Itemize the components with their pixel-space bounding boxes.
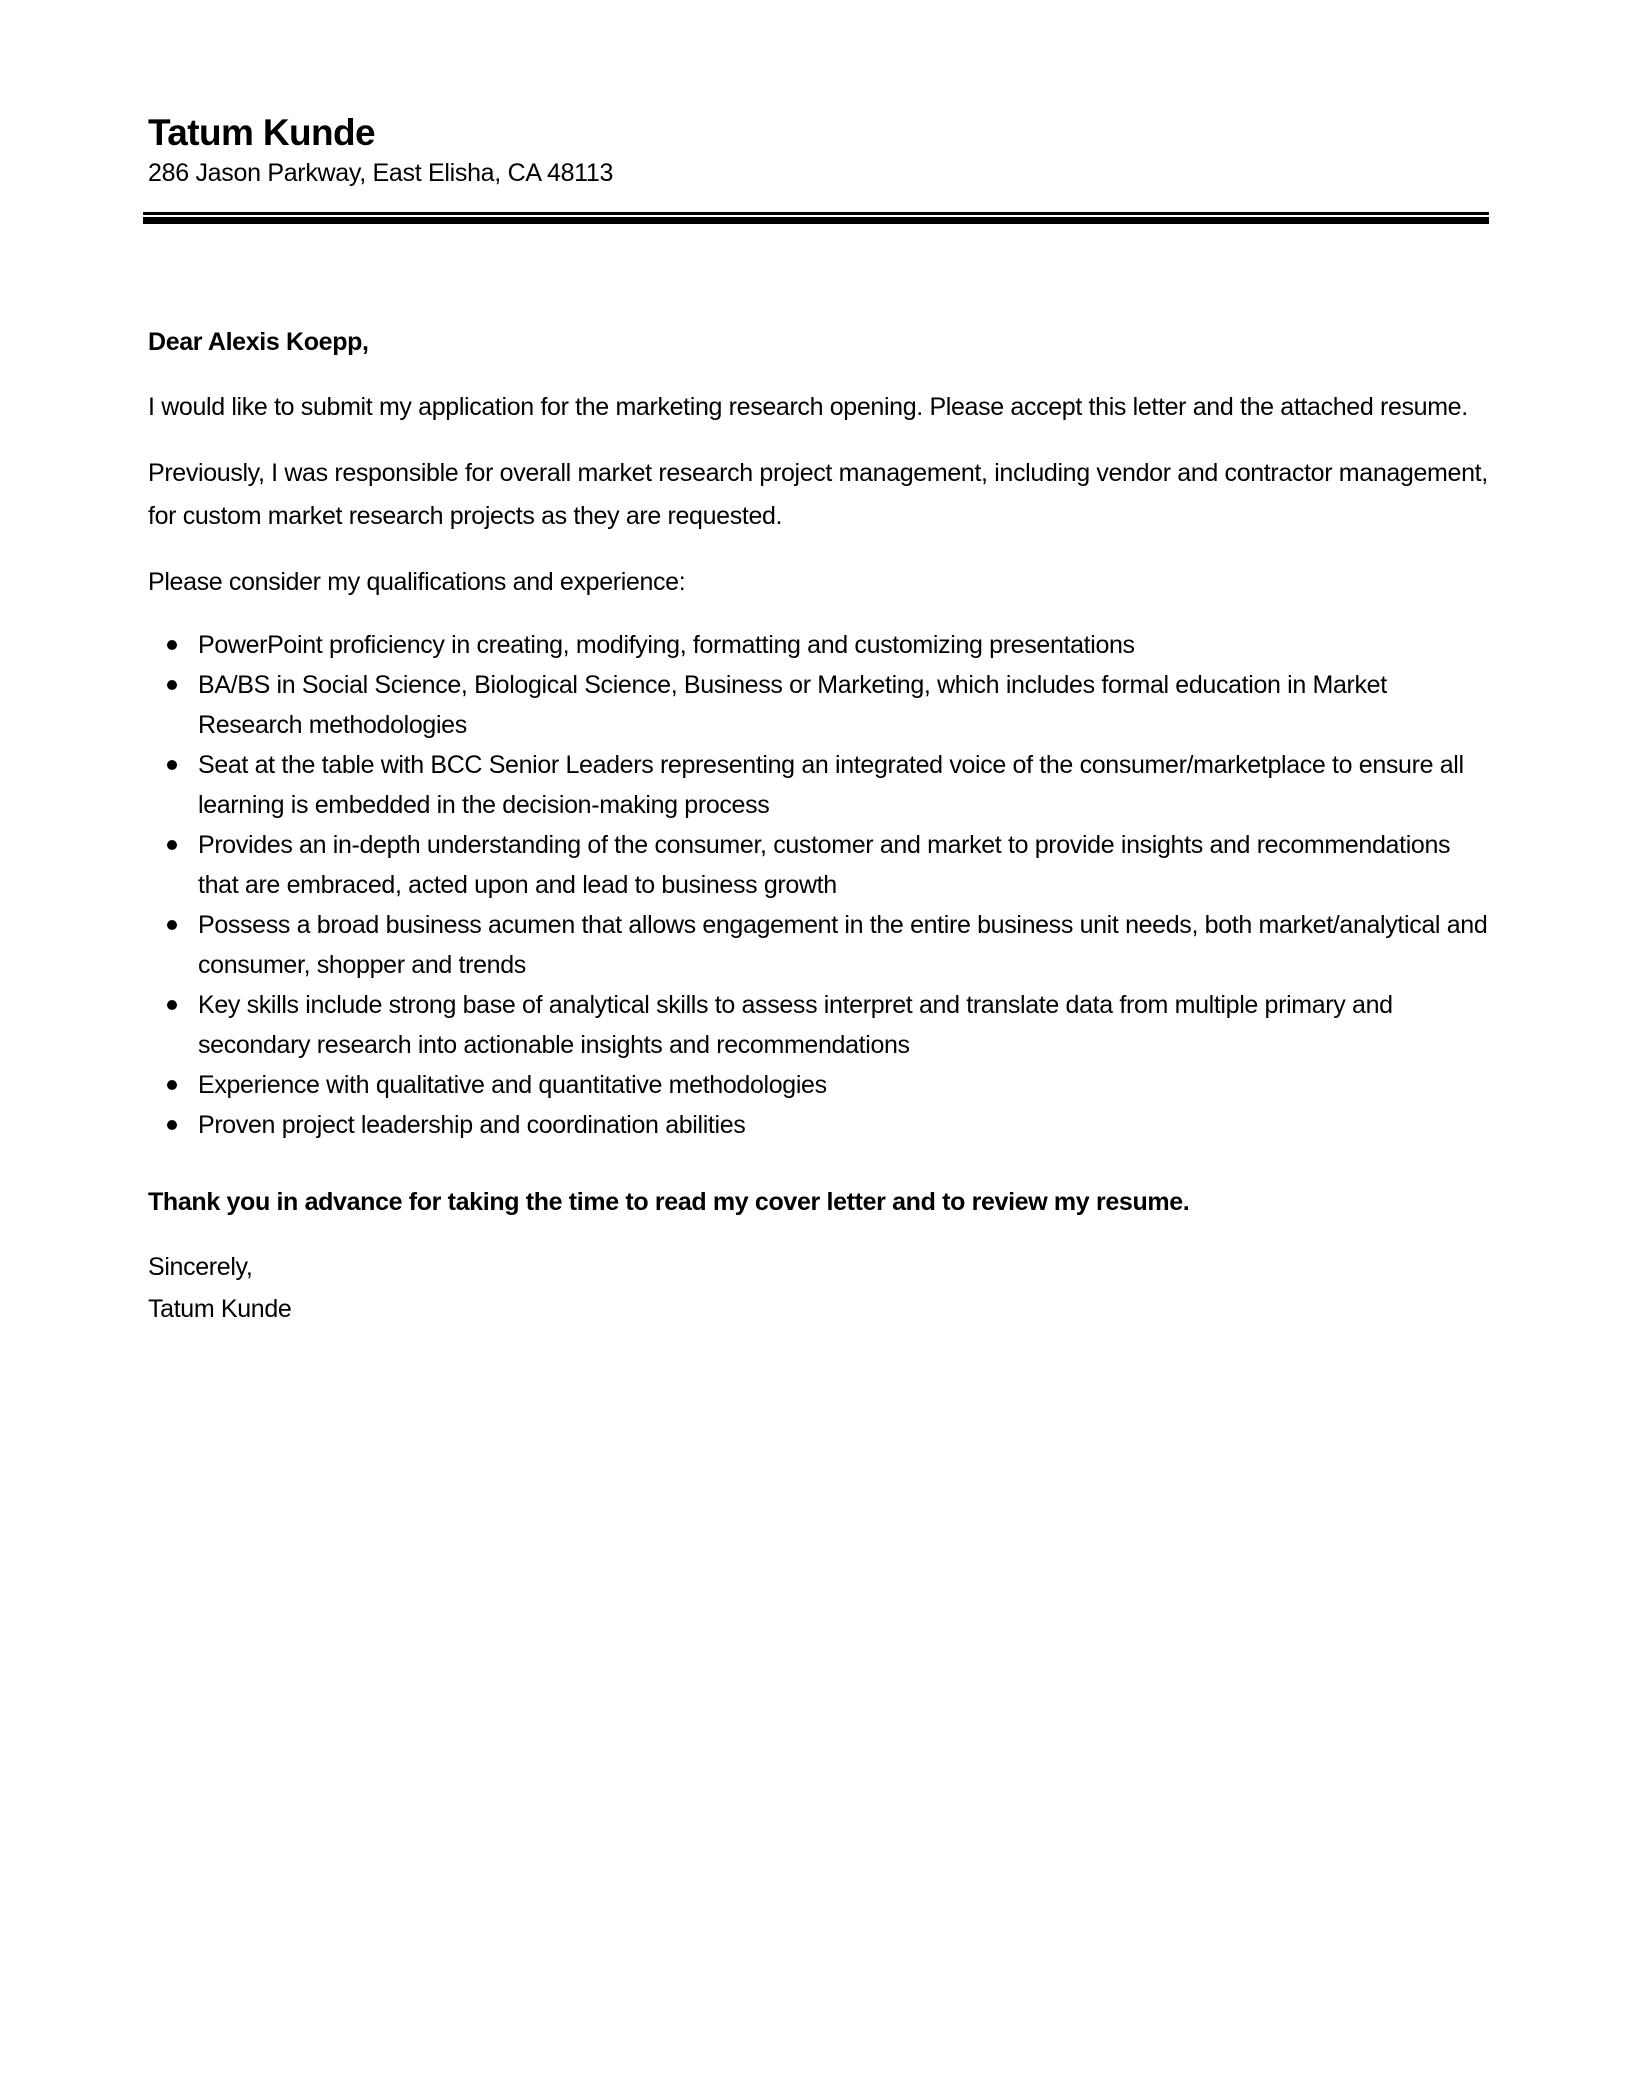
list-item-text: PowerPoint proficiency in creating, modifying, formatting and customizing presentations: [198, 631, 1135, 659]
list-item: [148, 625, 1493, 665]
list-item-text: Provides an in-depth understanding of the consumer, customer and market to provide insights and recommendations that are embraced, acted upon and lead to business growth: [198, 831, 1451, 899]
list-item: [148, 1065, 1493, 1105]
list-item-text: Seat at the table with BCC Senior Leaders representing an integrated voice of the consumer/marketplace to ensure all learning is embedded in the decision-making process: [198, 751, 1464, 819]
bullet-icon: [167, 1120, 177, 1130]
list-item: [148, 985, 1493, 1065]
signoff: Sincerely,: [148, 1253, 253, 1281]
signature-name: Tatum Kunde: [148, 1295, 292, 1323]
list-item-text: Experience with qualitative and quantitative methodologies: [198, 1071, 827, 1099]
bullet-icon: [167, 920, 177, 930]
sender-name: Tatum Kunde: [148, 112, 376, 153]
list-item: [148, 905, 1493, 985]
letterhead: [148, 110, 613, 190]
bullet-icon: [167, 760, 177, 770]
header-rule-thin: [143, 212, 1489, 215]
bullet-icon: [167, 1080, 177, 1090]
list-item: [148, 665, 1493, 745]
list-item: [148, 745, 1493, 825]
sender-address: 286 Jason Parkway, East Elisha, CA 48113: [148, 159, 614, 187]
intro-paragraph: I would like to submit my application for the marketing research opening. Please accept this letter and the attached resume.: [148, 393, 1468, 421]
list-item: [148, 1105, 1493, 1145]
salutation: Dear Alexis Koepp,: [148, 328, 369, 356]
list-item-text: Proven project leadership and coordination abilities: [198, 1111, 746, 1139]
list-item-text: BA/BS in Social Science, Biological Science, Business or Marketing, which includes formal education in Market Research methodologies: [198, 671, 1387, 739]
bullet-icon: [167, 1000, 177, 1010]
list-item-text: Key skills include strong base of analytical skills to assess interpret and translate data from multiple primary and secondary research into actionable insights and recommendations: [198, 991, 1393, 1059]
experience-paragraph: Previously, I was responsible for overall market research project management, including vendor and contractor management, for custom market research projects as they are requested.: [148, 459, 1488, 530]
letter-body: [148, 322, 1493, 1330]
list-item: [148, 825, 1493, 905]
header-rule-thick: [143, 217, 1489, 224]
bullet-icon: [167, 840, 177, 850]
list-item-text: Possess a broad business acumen that allows engagement in the entire business unit needs, both market/analytical and consumer, shopper and trends: [198, 911, 1488, 979]
qualifications-lead: Please consider my qualifications and experience:: [148, 568, 686, 596]
qualifications-list: [148, 625, 1493, 1145]
bullet-icon: [167, 640, 177, 650]
closing-statement: Thank you in advance for taking the time to read my cover letter and to review my resume.: [148, 1188, 1190, 1216]
bullet-icon: [167, 680, 177, 690]
